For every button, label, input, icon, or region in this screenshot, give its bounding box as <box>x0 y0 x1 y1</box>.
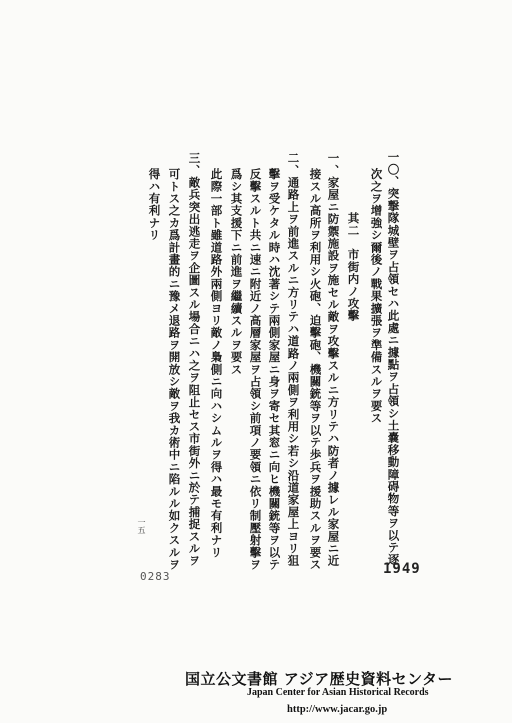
text-line-9: 爲シ其支援下ニ前進ヲ繼續スルヲ要ス <box>229 168 244 376</box>
text-line-10: 此際一部ト雖道路外兩側ヨリ敵ノ梟側ニ向ハシムルヲ得ハ最モ有利ナリ <box>209 168 224 559</box>
text-line-13: 得ハ有利ナリ <box>147 168 162 242</box>
stamp-number: 1949 <box>383 561 421 577</box>
archive-url: http://www.jacar.go.jp <box>287 704 388 715</box>
text-line-1: 一〇、突撃隊城壁ヲ占領セハ此處ニ據點ヲ占領シ土嚢移動障碍物等ヲ以テ逐 <box>386 151 401 566</box>
text-line-2: 次之ヲ增強シ爾後ノ戰果擴張ヲ準備スルヲ要ス <box>369 168 384 425</box>
text-line-4: 一、家屋ニ防禦施設ヲ施セル敵ヲ攻擊スルニ方リテハ防者ノ據レル家屋ニ近 <box>326 152 341 567</box>
text-line-5: 接スル高所ヲ利用シ火砲、迫擊砲、機關銃等ヲ以テ歩兵ヲ援助スルヲ要ス <box>308 168 323 571</box>
text-line-6: 二、通路上ヲ前進スルニ方リテハ道路ノ兩側ヲ利用シ若シ沿道家屋上ヨリ狙 <box>286 152 301 567</box>
text-line-7: 擊ヲ受ケタル時ハ沈著シテ兩側家屋ニ身ヲ寄セ其窓ニ向ヒ機關銃等ヲ以テ <box>267 168 282 571</box>
side-page-number: 一五 <box>137 518 146 534</box>
text-line-11: 三、敵兵突出逃走ヲ企圖スル場合ニハ之ヲ阻止セス市街外ニ於テ捕捉スルヲ <box>187 152 202 567</box>
archive-name-english: Japan Center for Asian Historical Records <box>247 687 429 698</box>
reference-code: 0283 <box>140 570 171 583</box>
archive-name-japanese: 国立公文書館 アジア歴史資料センター <box>185 670 454 688</box>
text-line-8: 反擊スルト共ニ速ニ附近ノ高層家屋ヲ占領シ前項ノ要領ニ依リ制壓射擊ヲ <box>248 168 263 571</box>
section-heading: 其二 市街内ノ攻擊 <box>346 212 361 322</box>
text-line-12: 可トス之カ爲計畫的ニ豫メ退路ヲ開放シ敵ヲ我カ術中ニ陷ルル如クスルヲ <box>167 168 182 571</box>
